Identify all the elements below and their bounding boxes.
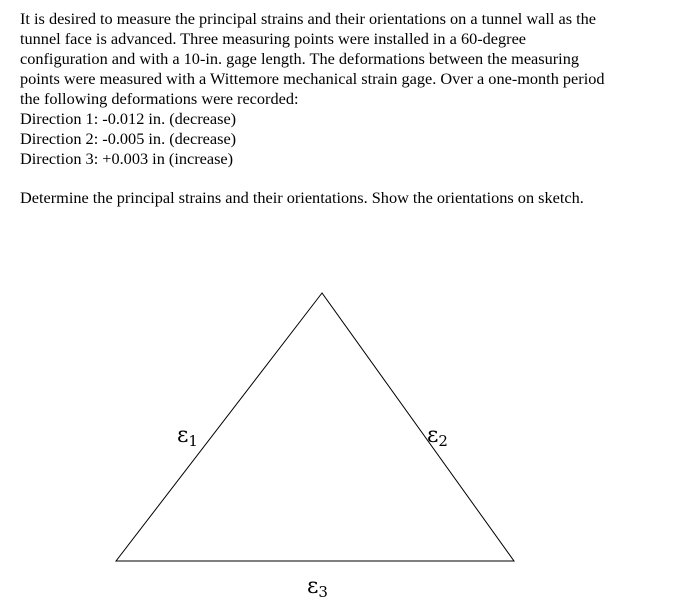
problem-line: the following deformations were recorded:: [20, 89, 299, 108]
problem-line: configuration and with a 10-in. gage length. The deformations between the measuring: [20, 49, 579, 68]
problem-line: It is desired to measure the principal strains and their orientations on a tunnel wall as the: [20, 9, 597, 28]
strain-label-1: $\varepsilon_1$: [177, 423, 198, 450]
task-instruction: Determine the principal strains and their orientations. Show the orientations on sketch.: [20, 188, 584, 207]
strain-label-3: $\varepsilon_3$: [307, 574, 328, 601]
direction-2-reading: Direction 2: -0.005 in. (decrease): [20, 129, 237, 148]
problem-line: points were measured with a Wittemore mechanical strain gage. Over a one-month period: [20, 69, 605, 88]
direction-3-reading: Direction 3: +0.003 in (increase): [20, 149, 234, 168]
strain-label-2: $\varepsilon_2$: [427, 423, 448, 450]
direction-1-reading: Direction 1: -0.012 in. (decrease): [20, 109, 237, 128]
problem-line: tunnel face is advanced. Three measuring points were installed in a 60-degree: [20, 29, 527, 48]
rosette-triangle: [116, 293, 514, 561]
